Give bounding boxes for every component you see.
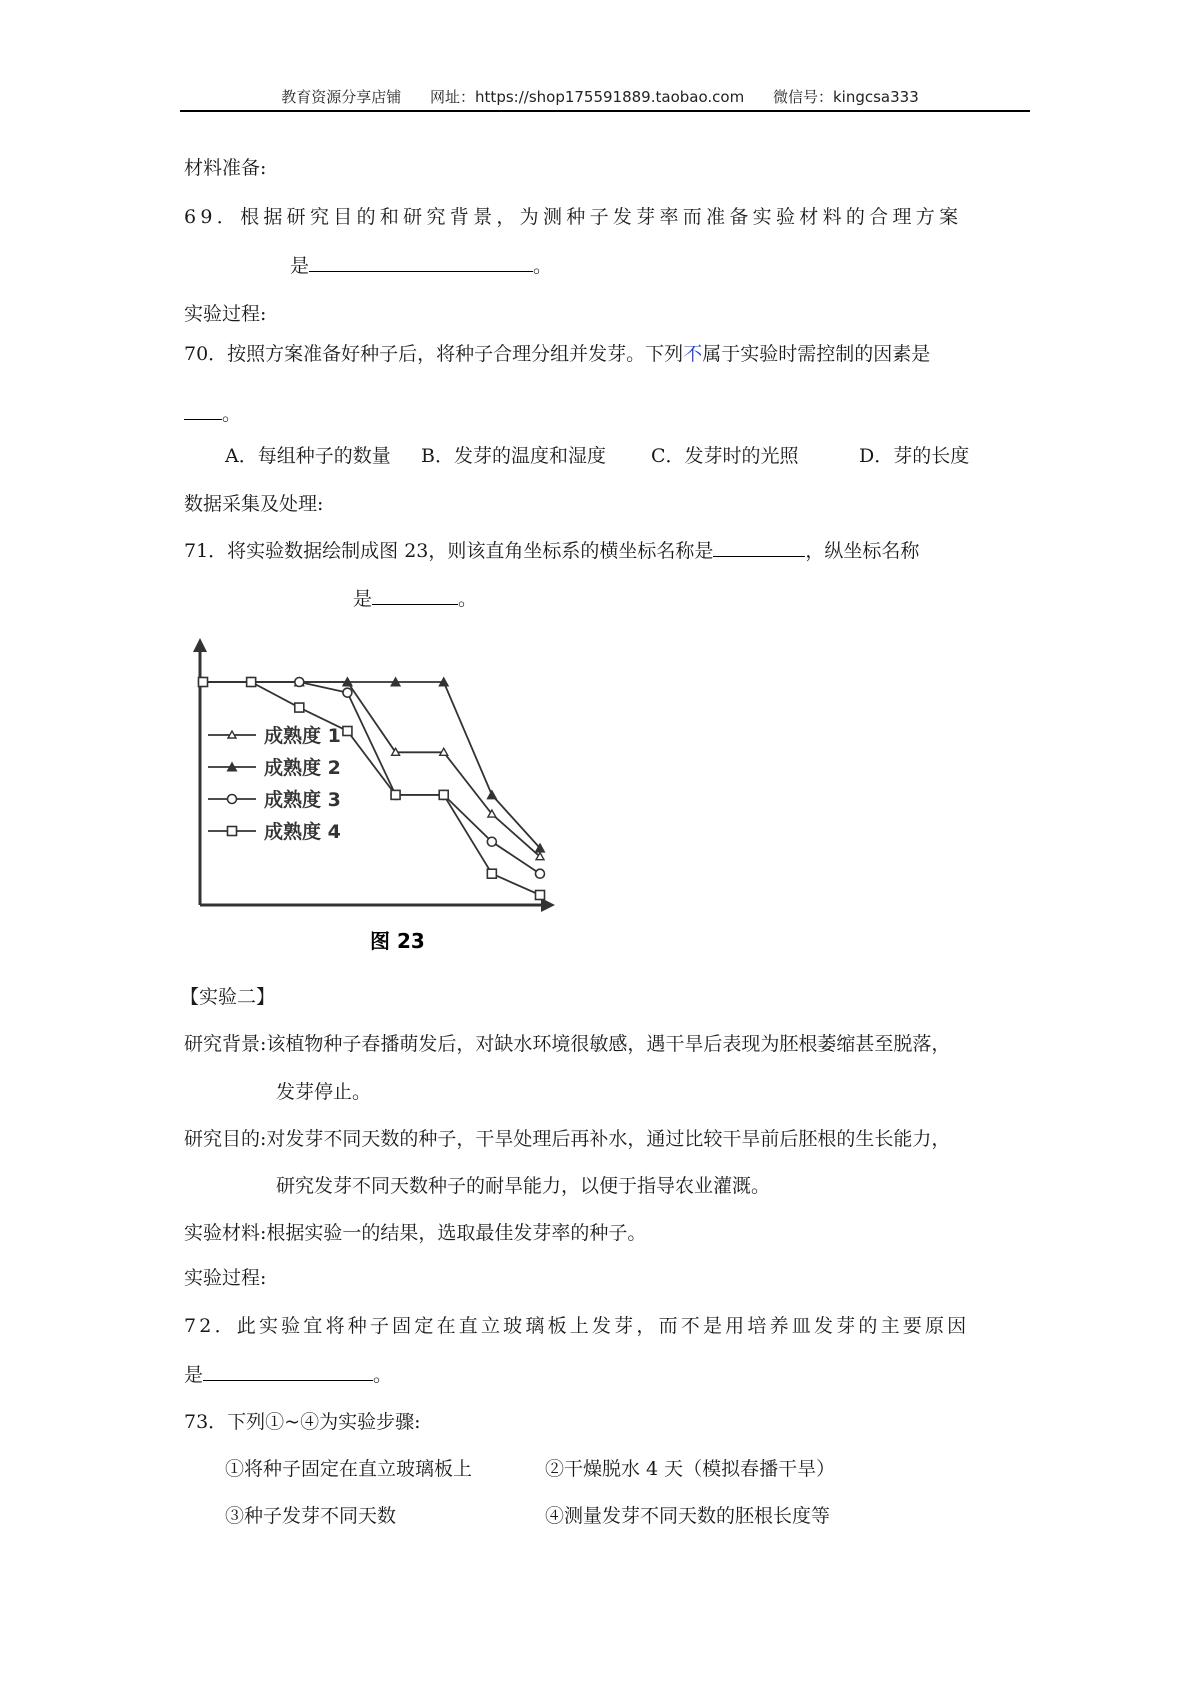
purpose-label: 研究目的:: [184, 1128, 267, 1150]
q72-blank[interactable]: [203, 1362, 373, 1381]
background-text-1: 该植物种子春播萌发后，对缺水环境很敏感，遇干旱后表现为胚根萎缩甚至脱落，: [266, 1033, 951, 1055]
series-4-point-8: [536, 891, 545, 900]
q70-text: [184, 342, 930, 366]
q71-text-b: ，纵坐标名称: [805, 540, 920, 562]
legend-label-1: 成熟度 1: [264, 725, 341, 747]
series-3-point-7: [487, 837, 496, 846]
background-text-2: 发芽停止。: [276, 1081, 372, 1103]
section-experiment-2: 【实验二】: [180, 986, 276, 1008]
figure-23-chart: [180, 630, 600, 960]
q71-answer-line: [353, 586, 477, 611]
q72-suffix: 。: [373, 1364, 393, 1386]
series-3-point-4: [343, 688, 352, 697]
legend-marker-3: [228, 795, 237, 804]
q70-emphasis: 不: [683, 343, 703, 365]
header-rule: [180, 110, 1030, 112]
series-3-point-8: [536, 869, 545, 878]
q70-option-c[interactable]: C．发芽时的光照: [651, 445, 799, 467]
series-4-point-7: [487, 869, 496, 878]
purpose-text-2: 研究发芽不同天数种子的耐旱能力，以便于指导农业灌溉。: [276, 1175, 771, 1197]
chart-plot-area: [198, 677, 546, 900]
series-4-point-3: [295, 703, 304, 712]
q69-suffix: 。: [533, 255, 553, 277]
q70-suffix: 。: [222, 403, 242, 425]
series-1-point-6: [440, 748, 448, 755]
q71-blank-y[interactable]: [372, 586, 458, 605]
materials-line: [184, 1221, 646, 1245]
q69-prefix: 是: [290, 255, 310, 277]
q71-suffix: 。: [458, 588, 478, 610]
materials-label: 实验材料:: [184, 1222, 267, 1244]
background-line-1: [184, 1032, 950, 1056]
series-2-point-7: [486, 789, 497, 799]
q70-answer-line: [184, 401, 241, 426]
section-process-2: 实验过程:: [184, 1267, 267, 1289]
q69-blank[interactable]: [309, 253, 533, 272]
page-header: [0, 86, 1200, 107]
q73-step-3: ③种子发芽不同天数: [225, 1505, 397, 1527]
q70-text-b: 属于实验时需控制的因素是: [702, 343, 931, 365]
legend-label-3: 成熟度 3: [264, 789, 341, 811]
q71-prefix: 是: [353, 588, 373, 610]
header-shop: 教育资源分享店铺: [281, 88, 402, 106]
series-3-point-3: [295, 678, 304, 687]
q69-text: 69．根据研究目的和研究背景，为测种子发芽率而准备实验材料的合理方案: [184, 206, 963, 228]
section-material: 材料准备:: [184, 157, 267, 179]
q70-option-d[interactable]: D．芽的长度: [859, 445, 970, 467]
header-site: 网址：https://shop175591889.taobao.com: [430, 88, 745, 106]
materials-text: 根据实验一的结果，选取最佳发芽率的种子。: [266, 1222, 647, 1244]
q70-option-a[interactable]: A．每组种子的数量: [225, 445, 391, 467]
section-process-1: 实验过程:: [184, 303, 267, 325]
q72-prefix: 是: [184, 1364, 204, 1386]
q71-text-a: 71．将实验数据绘制成图 23，则该直角坐标系的横坐标名称是: [184, 540, 714, 562]
series-line-2: [203, 682, 540, 848]
y-axis-arrow: [193, 638, 207, 652]
series-4-point-2: [247, 678, 256, 687]
q70-option-b[interactable]: B．发芽的温度和湿度: [421, 445, 606, 467]
q70-blank[interactable]: [184, 401, 222, 420]
q71-text: [184, 538, 919, 563]
q70-options: [225, 444, 969, 468]
q73-step-1: ①将种子固定在直立玻璃板上: [225, 1458, 473, 1480]
chart-caption: 图 23: [370, 929, 425, 953]
background-label: 研究背景:: [184, 1033, 267, 1055]
series-4-point-5: [391, 790, 400, 799]
series-4-point-4: [343, 726, 352, 735]
legend-marker-4: [228, 827, 237, 836]
purpose-text-1: 对发芽不同天数的种子，干旱处理后再补水，通过比较干旱前后胚根的生长能力，: [266, 1128, 951, 1150]
q73-step-2: ②干燥脱水 4 天（模拟春播干旱）: [545, 1458, 836, 1480]
header-wechat: 微信号：kingcsa333: [772, 88, 919, 106]
q70-text-a: 70．按照方案准备好种子后，将种子合理分组并发芽。下列: [184, 343, 684, 365]
q69-answer-line: [290, 253, 552, 278]
legend-marker-1: [228, 731, 236, 738]
section-data: 数据采集及处理:: [184, 493, 324, 515]
legend-label-4: 成熟度 4: [264, 821, 341, 843]
purpose-line-1: [184, 1127, 950, 1151]
q73-text: 73．下列①~④为实验步骤:: [184, 1411, 421, 1433]
q71-blank-x[interactable]: [713, 538, 805, 557]
chart-legend: [208, 724, 341, 843]
series-4-point-1: [199, 678, 208, 687]
q72-answer-line: [184, 1362, 392, 1387]
legend-label-2: 成熟度 2: [264, 757, 341, 779]
q72-text: 72．此实验宜将种子固定在直立玻璃板上发芽，而不是用培养皿发芽的主要原因: [184, 1315, 970, 1337]
series-4-point-6: [439, 790, 448, 799]
q73-step-4: ④测量发芽不同天数的胚根长度等: [545, 1505, 831, 1527]
